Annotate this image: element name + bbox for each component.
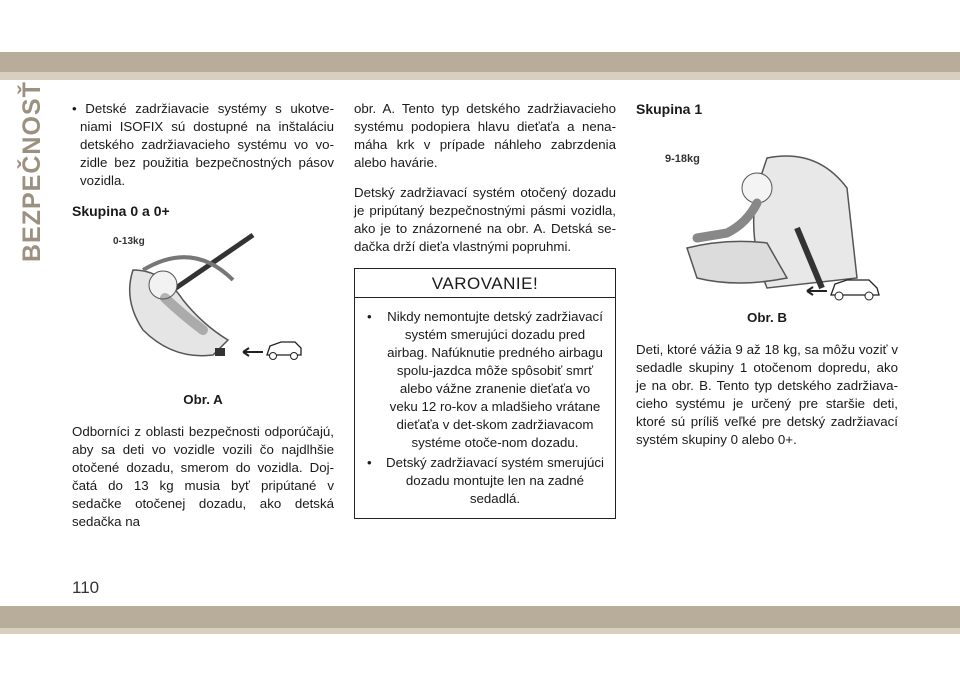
figure-a-weight-label: 0-13kg: [113, 236, 145, 247]
warning-item: • Nikdy nemontujte detský zadržiavací systém smerujúci dozadu pred airbag. Nafúknutie predného airbagu spolu-jazdca môže spôsobiť smrť alebo vážne zranenie dieťaťa vo veku 12 ro-kov a mladšieho vrátane dieťaťa v det-skom zadržiavacom systéme otoče-nom dozadu.: [363, 308, 605, 452]
warning-box: [354, 268, 616, 519]
heading-group-0: Skupina 0 a 0+: [72, 203, 170, 219]
figure-b-caption: Obr. B: [747, 310, 787, 325]
section-side-title: BEZPEČNOSŤ: [18, 81, 46, 262]
figure-b-weight-label: 9-18kg: [665, 153, 700, 165]
column-3: [636, 100, 898, 461]
column-2: [354, 100, 616, 519]
col2-paragraph-1: obr. A. Tento typ detského zadržiavacieho systému podopiera hlavu dieťaťa a nena-máha krk v prípade náhleho zabrzdenia alebo havárie.: [354, 101, 616, 170]
top-decorative-band: [0, 52, 960, 72]
figure-b-forward-facing-seat: [647, 128, 887, 303]
heading-group-1: Skupina 1: [636, 101, 703, 117]
col1-paragraph: Odborníci z oblasti bezpečnosti odporúčajú, aby sa deti vo vozidle vozili čo najdlhšie otočené dozadu, smerom do vozidla. Doj-čatá do 13 kg musia byť pripútané v sedačke otočenej dozadu, ako detská sedačka na: [72, 424, 334, 529]
top-decorative-band-light: [0, 72, 960, 80]
figure-a-caption: Obr. A: [183, 392, 223, 407]
figure-a-rear-facing-seat: [103, 230, 303, 385]
bottom-decorative-band-light: [0, 628, 960, 634]
column-1: [72, 100, 334, 543]
col2-paragraph-2: Detský zadržiavací systém otočený dozadu je pripútaný bezpečnostnými pásmi vozidla, ako je to znázornené na obr. A. Detská se-dačka drží dieťa vlastnými popruhmi.: [354, 185, 616, 254]
warning-title: VAROVANIE!: [355, 269, 615, 298]
isofix-bullet: • Detské zadržiavacie systémy s ukotve-niami ISOFIX sú dostupné na inštaláciu detského zadržiavacieho systému vo vo-zidle bez použitia bezpečnostných pásov vozidla.: [72, 101, 334, 188]
warning-list: [355, 298, 615, 518]
page-number: 110: [72, 578, 100, 597]
bottom-decorative-band: [0, 606, 960, 628]
col3-paragraph: Deti, ktoré vážia 9 až 18 kg, sa môžu voziť v sedadle skupiny 1 otočenom dopredu, ako je na obr. B. Tento typ detského zadržiava-cieho systému je určený pre staršie deti, ktoré sú príliš veľké pre detský zadržiavací systém skupiny 0 alebo 0+.: [636, 342, 898, 447]
warning-item: • Detský zadržiavací systém smerujúci dozadu montujte len na zadné sedadlá.: [363, 454, 605, 508]
